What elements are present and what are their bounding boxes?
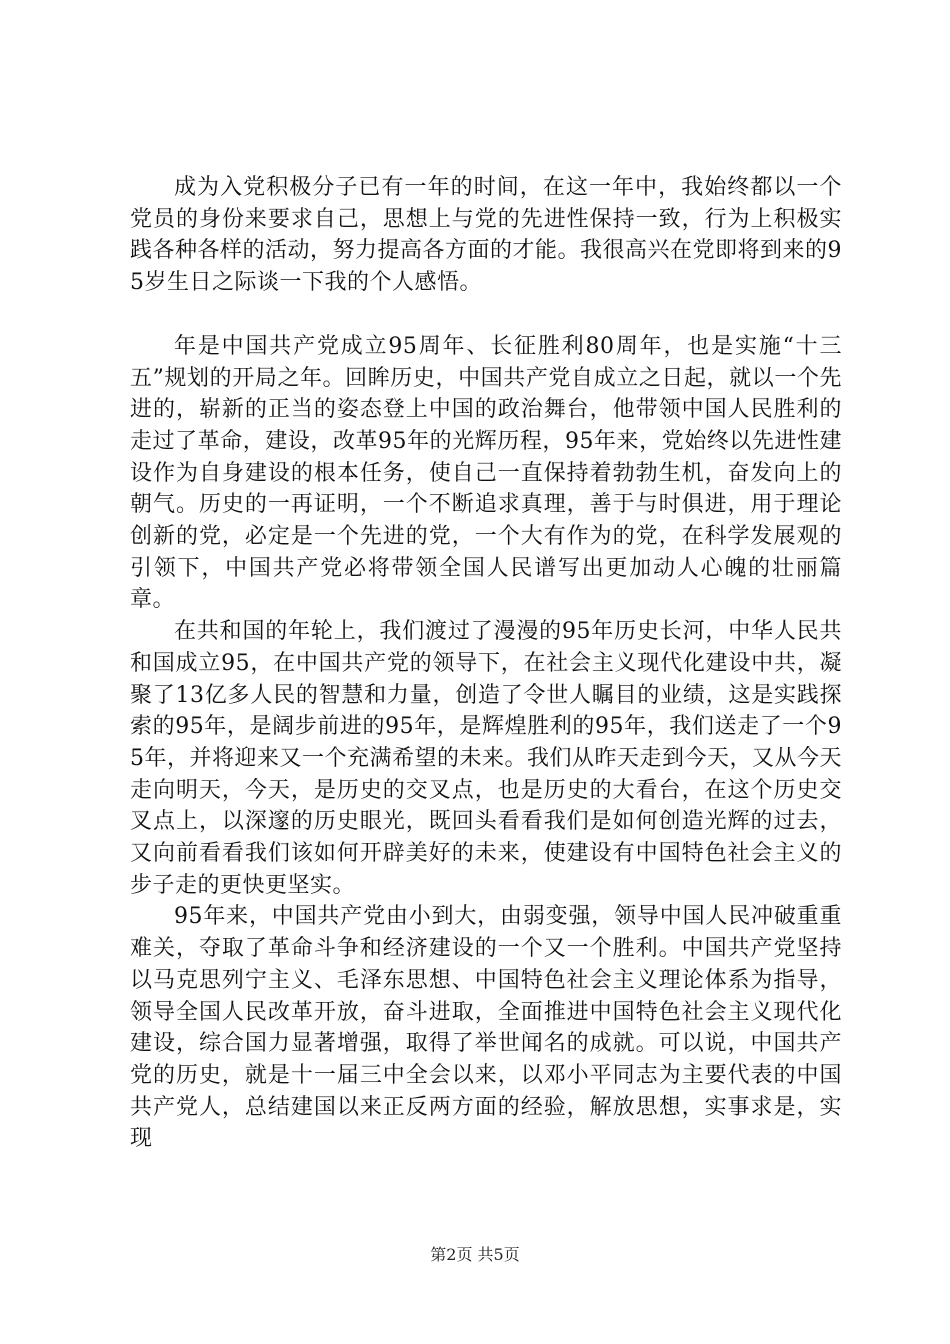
page-footer: 第2页 共5页 — [430, 1245, 520, 1264]
document-body — [130, 172, 842, 1155]
paragraph-4: 95年来，中国共产党由小到大，由弱变强，领导中国人民冲破重重难关，夺取了革命斗争和经济建设的一个又一个胜利。中国共产党坚持以马克思列宁主义、毛泽东思想、中国特色社会主义理论体系为指导，领导全国人民改革开放，奋斗进取，全面推进中国特色社会主义现代化建设，综合国力显著增强，取得了举世闻名的成就。可以说，中国共产党的历史，就是十一届三中全会以来，以邓小平同志为主要代表的中国共产党人，总结建国以来正反两方面的经验，解放思想，实事求是，实现 — [130, 904, 842, 1152]
paragraph-3: 在共和国的年轮上，我们渡过了漫漫的95年历史长河，中华人民共和国成立95，在中国共产党的领导下，在社会主义现代化建设中共，凝聚了13亿多人民的智慧和力量，创造了令世人瞩目的业绩，这是实践探索的95年，是阔步前进的95年，是辉煌胜利的95年，我们送走了一个95年，并将迎来又一个充满希望的未来。我们从昨天走到今天，又从今天走向明天，今天，是历史的交叉点，也是历史的大看台，在这个历史交叉点上，以深邃的历史眼光，既回头看看我们是如何创造光辉的过去，又向前看看我们该如何开辟美好的未来，使建设有中国特色社会主义的步子走的更快更坚实。 — [130, 619, 842, 898]
paragraph-1: 成为入党积极分子已有一年的时间，在这一年中，我始终都以一个党员的身份来要求自己，思想上与党的先进性保持一致，行为上积极实践各种各样的活动，努力提高各方面的才能。我很高兴在党即将到来的95岁生日之际谈一下我的个人感悟。 — [130, 175, 842, 296]
paragraph-2: 年是中国共产党成立95周年、长征胜利80周年，也是实施“十三五”规划的开局之年。回眸历史，中国共产党自成立之日起，就以一个先进的，崭新的正当的姿态登上中国的政治舞台，他带领中国人民胜利的走过了革命，建设，改革95年的光辉历程，95年来，党始终以先进性建设作为自身建设的根本任务，使自己一直保持着勃勃生机，奋发向上的朝气。历史的一再证明，一个不断追求真理，善于与时俱进，用于理论创新的党，必定是一个先进的党，一个大有作为的党，在科学发展观的引领下，中国共产党必将带领全国人民谱写出更加动人心魄的壮丽篇章。 — [130, 333, 842, 613]
paragraph-spacer — [130, 299, 842, 331]
